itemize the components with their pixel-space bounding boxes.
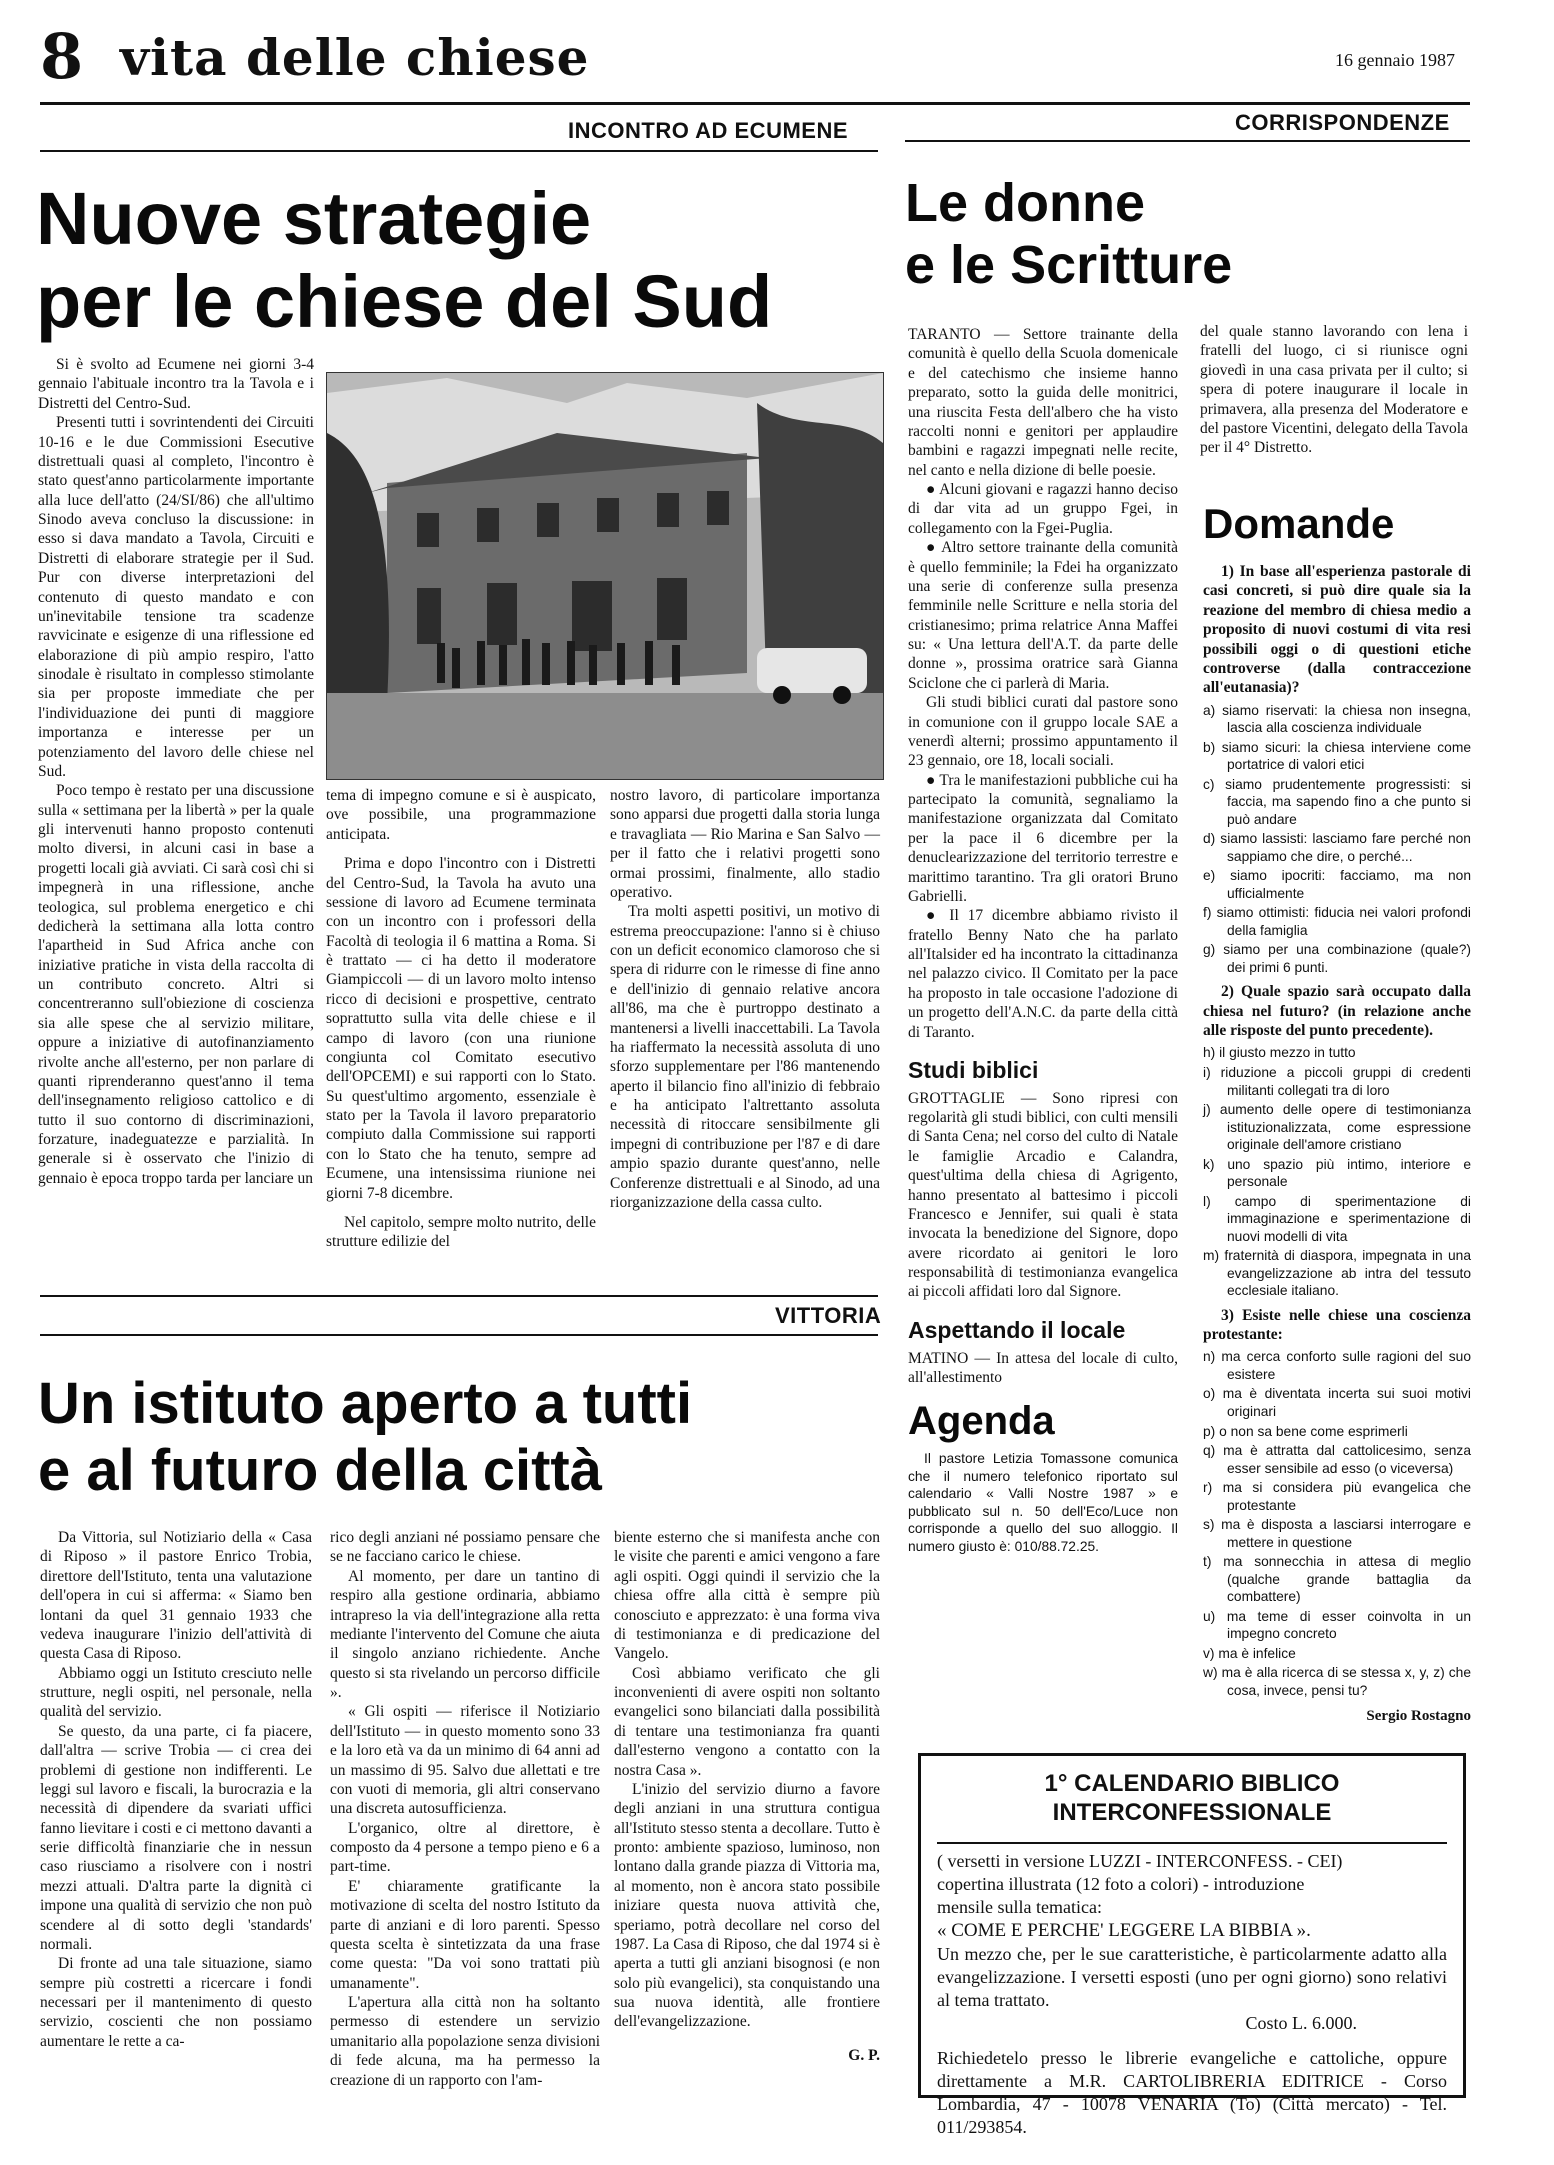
ad-line: copertina illustrata (12 foto a colori) - introduzione	[937, 1873, 1305, 1894]
list-item: e) siamo ipocriti: facciamo, ma non ufficialmente	[1203, 868, 1471, 901]
calendar-ad	[918, 1753, 1466, 2138]
paragraph: rico degli anziani né possiamo pensare che se ne facciano carico le chiese.	[330, 1529, 600, 1566]
answer-list	[1203, 1348, 1471, 1699]
ad-description: Un mezzo che, per le sue caratteristiche, è particolarmente adatto alla evangelizzazione. I versetti esposti (uno per ogni giorno) sono relativi al tema trattato.	[937, 1944, 1447, 2011]
paragraph: ● Il 17 dicembre abbiamo rivisto il fratello Benny Nato che ha parlato all'Italsider ed ha incontrato la cittadinanza nel palazzo civico. Il Comitato per la pace ha proposto in tale occasione l'adozione di un progetto dell'A.N.C. da parte della città di Taranto.	[908, 907, 1178, 1041]
paragraph: Il pastore Letizia Tomassone comunica che il numero telefonico riportato sul calendario « Valli Nostre 1987 » e pubblicato sul n. 50 dell'Eco/Luce non corrisponde a quello del suo alloggio. Il numero giusto è: 010/88.72.25.	[908, 1451, 1178, 1554]
paragraph: Poco tempo è restato per una discussione sulla « settimana per la libertà » per la quale gli intervenuti hanno proposto contenuti molto diversi, in alcuni casi in base a progetti locali già avviati. Ci sarà così chi si impegnerà in una riflessione, anche teologica, sul problema energetico e chi dedicherà la settimana alla lotta contro l'apartheid in Sud Africa anche con iniziative pratiche in vista della raccolta di un contributo concreto. Altri si concentreranno sull'obiezione di coscienza sia alle spese che al servizio militare, oppure a iniziative di autofinanziamento rivolte anche all'esterno, per non parlare di quanti riprenderanno quest'anno il tema dell'insegnamento religioso cattolico e di tutto il suo contorno di discriminazioni, forzature, inadeguatezze e parzialità. In generale si è osservato che l'inizio di gennaio è epoca troppo tarda per lanciare un	[38, 782, 314, 1187]
header-rule	[40, 102, 1470, 105]
question: 3) Esiste nelle chiese una coscienza protestante:	[1203, 1306, 1471, 1344]
aspettando-title: Aspettando il locale	[908, 1316, 1126, 1343]
vittoria-headline	[38, 1370, 888, 1505]
vittoria-col2	[330, 1528, 600, 2090]
page-number: 8	[40, 20, 84, 93]
ad-line: mensile sulla tematica:	[937, 1896, 1102, 1917]
kicker-vittoria: VITTORIA	[775, 1303, 882, 1328]
paragraph: Così abbiamo verificato che gli inconvenienti di avere ospiti non soltanto evangelici sono bilanciati dalla possibilità di tentare una testimonianza fra quanti dall'esterno vengono a contatto con la nostra Casa ».	[614, 1664, 880, 1779]
question: 2) Quale spazio sarà occupato dalla chiesa nel futuro? (in relazione anche alle risposte del punto precedente).	[1203, 983, 1471, 1040]
paragraph: tema di impegno comune e si è auspicato, ove possibile, una programmazione anticipata.	[326, 787, 596, 843]
paragraph: Abbiamo oggi un Istituto cresciuto nelle strutture, negli ospiti, nel personale, nella qualità del servizio.	[40, 1664, 312, 1721]
kicker-rule	[40, 1334, 878, 1336]
list-item: w) ma è alla ricerca di se stessa x, y, z) che cosa, invece, pensi tu?	[1203, 1665, 1471, 1698]
list-item: n) ma cerca conforto sulle ragioni del suo esistere	[1203, 1349, 1471, 1382]
answer-list	[1203, 1044, 1471, 1299]
paragraph: Prima e dopo l'incontro con i Distretti del Centro-Sud, la Tavola ha avuto una sessione di lavoro ad Ecumene terminata con un incontro con i professori della Facoltà di teologia il 6 mattina a Roma. Si è trattato — ci ha detto il moderatore Giampiccoli — di un lavoro molto intenso ricco di decisioni e prospettive, centrato soprattutto sulla vita delle chiese e il campo di lavoro (con una riunione congiunta col Comitato esecutivo dell'OPCEMI) e sui rapporti con lo Stato. Su quest'ultimo argomento, essenziale è stato per la Tavola il lavoro preparatorio compiuto dalla Commissione sui rapporti con lo Stato che ha tenuto, sempre ad Ecumene, una intensissima riunione nei giorni 7-8 dicembre.	[326, 855, 596, 1202]
paragraph: nostro lavoro, di particolare importanza sono apparsi due progetti dalla storia lunga e travagliata — Rio Marina e San Salvo — per il fatto che i relativi progetti sono ormai prossimi, finalmente, allo stadio operativo.	[610, 787, 880, 901]
domande-column	[1203, 562, 1471, 1726]
vittoria-col1	[40, 1528, 312, 2051]
list-item: m) fraternità di diaspora, impegnata in una evangelizzazione ab intra del tessuto ecclesiale italiano.	[1203, 1248, 1471, 1299]
ad-theme: « COME E PERCHE' LEGGERE LA BIBBIA ».	[937, 1919, 1311, 1941]
church-building-photo	[326, 372, 884, 780]
list-item: c) siamo prudentemente progressisti: si faccia, ma sapendo fino a che punto si può andare	[1203, 776, 1471, 827]
ad-title-line: INTERCONFESSIONALE	[1052, 1798, 1332, 1826]
list-item: p) o non sa bene come esprimerli	[1203, 1423, 1408, 1439]
paragraph: biente esterno che si manifesta anche con le visite che parenti e amici vengono a fare agli ospiti. Oggi quindi il servizio che la chiesa offre alla città è sempre più conosciuto e apprezzato: è una forma viva di testimonianza e di predicazione del Vangelo.	[614, 1529, 880, 1663]
list-item: s) ma è disposta a lasciarsi interrogare e mettere in questione	[1203, 1517, 1471, 1550]
section-title: vita delle chiese	[120, 28, 590, 87]
paragraph: Se questo, da una parte, ci fa piacere, dall'altra — scrive Trobia — ci crea dei problemi di gestione non indifferenti. Le leggi sul lavoro e fiscali, la burocrazia e la necessità di dipendere da svariati uffici fanno lievitare i costi e ci mettono davanti a serie difficoltà finanziarie che in nessun caso riusciamo a risolvere con i nostri mezzi attuali. D'altra parte la dignità ci impone una qualità di servizio che non può scendere al di sotto degli 'standards' normali.	[40, 1722, 313, 1953]
list-item: f) siamo ottimisti: fiducia nei valori profondi della famiglia	[1203, 905, 1471, 938]
signature: G. P.	[848, 2046, 880, 2064]
matino-continuation	[1200, 322, 1468, 458]
ad-title	[937, 1770, 1447, 1828]
headline-line: e al futuro della città	[38, 1438, 602, 1504]
agenda-title: Agenda	[908, 1399, 1055, 1444]
headline-line: per le chiese del Sud	[36, 259, 773, 343]
ad-body	[937, 1850, 1447, 2140]
paragraph: Tra molti aspetti positivi, un motivo di estrema preoccupazione: l'anno si è chiuso con un deficit economico clamoroso che si spera di ridurre con le rimesse di fine anno e dell'inizio di gennaio relative ancora all'86, ma che è purtroppo destinato a mantenersi a livelli inaccettabili. La Tavola ha riaffermato la necessità assoluta di uno sforzo supplementare per l'86 mantenendo aperto il bilancio fino all'inizio di febbraio e ha anticipato l'altrettanto assoluta necessità di ritoccare sensibilmente gli impegni di contribuzione per l'87 e di dare ampio spazio durante quest'anno, nelle Conferenze distrettuali e al Sinodo, ad una riorganizzazione della cassa culto.	[610, 903, 880, 1211]
paragraph: Nel capitolo, sempre molto nutrito, delle strutture edilizie del	[326, 1213, 596, 1251]
kicker-corrispondenze: CORRISPONDENZE	[1235, 110, 1450, 135]
main-headline	[36, 178, 886, 344]
headline-line: Le donne	[905, 173, 1145, 233]
list-item: g) siamo per una combinazione (quale?) dei primi 6 punti.	[1203, 942, 1471, 975]
list-item: u) ma teme di esser coinvolta in un impegno concreto	[1203, 1608, 1471, 1642]
list-item: i) riduzione a piccoli gruppi di credenti militanti collegati tra di loro	[1203, 1065, 1471, 1098]
paragraph: Gli studi biblici curati dal pastore sono in comunione con il gruppo locale SAE a venerdì alterni; prossimo appuntamento il 23 gennaio, ore 18, locali sociali.	[908, 694, 1178, 770]
list-item: d) siamo lassisti: lasciamo fare perché non sappiamo che dire, o perché...	[1203, 831, 1471, 864]
paragraph: del quale stanno lavorando con lena i fratelli del luogo, ci si riunisce ogni giovedì in una casa privata per il culto; si spera di potere inaugurare il locale in primavera, alla presenza del Moderatore e del pastore Vicentini, delegato della Tavola per il 4° Distretto.	[1200, 323, 1468, 457]
paragraph: ● Alcuni giovani e ragazzi hanno deciso di dar vita ad un gruppo Fgei, in collegamento con la Fgei-Puglia.	[908, 481, 1178, 537]
list-item: l) campo di sperimentazione di immaginazione e sperimentazione di nuovi modelli di vita	[1203, 1193, 1471, 1244]
list-item: k) uno spazio più intimo, interiore e personale	[1203, 1156, 1471, 1190]
ad-price: Costo L. 6.000.	[1245, 2013, 1357, 2034]
studi-biblici-title: Studi biblici	[908, 1056, 1039, 1083]
photo-illustration	[327, 373, 883, 779]
paragraph: L'inizio del servizio diurno a favore degli anziani in una struttura contigua all'Istituto stesso stenta a decollare. Tutto è pronto: ambiente spazioso, luminoso, non lontano dalla grande piazza di Vittoria ma, al momento, non è ancora stato possibile iniziare questa nuova attività che, speriamo, potrà decollare nel corso del 1987. La Casa di Riposo, che dal 1974 si è aperta a tutti gli anziani bisognosi (e non solo più evangelici), sta conquistando una sua nuova identità, alle frontiere dell'evangelizzazione.	[614, 1780, 880, 2031]
domande-title: Domande	[1203, 500, 1395, 547]
headline-line: Un istituto aperto a tutti	[38, 1371, 693, 1436]
paragraph: GROTTAGLIE — Sono ripresi con regolarità gli studi biblici, con culti mensili di Santa Cena; nel corso del culto di Natale le famiglie Arcadio e Calandra, quest'ultima della chiesa di Agrigento, hanno presentato al battesimo i piccoli Francesco e Jennifer, sui quali è stata invocata la benedizione del Signore, dopo avere ricordato ai genitori le loro responsabilità di testimonianza evangelica ai piccoli affidati loro dal Signore.	[908, 1089, 1178, 1301]
paragraph: Si è svolto ad Ecumene nei giorni 3-4 gennaio l'abituale incontro tra la Tavola e i Distretti del Centro-Sud.	[38, 356, 314, 412]
paragraph: ● Altro settore trainante della comunità è quello femminile; la Fdei ha organizzato una serie di conferenze sulla presenza femminile nelle Scritture e nella storia del cristianesimo; prima relatrice Anna Maffei su: « Una lettura dell'A.T. da parte delle donne », prossima oratrice sarà Gianna Sciclone che ci parlerà di Maria.	[908, 539, 1178, 692]
paragraph: TARANTO — Settore trainante della comunità è quello della Scuola domenicale e del catechismo che insieme hanno preparato, sotto la guida delle monitrici, una riuscita Festa dell'albero che ha visto raccolti nonni e genitori per applaudire bambini e ragazzi impegnati nelle recite, nel canto e nella dizione di belle poesie.	[908, 326, 1178, 479]
ad-title-line: 1° CALENDARIO BIBLICO	[1044, 1770, 1340, 1797]
answer-list	[1203, 702, 1471, 977]
paragraph: MATINO — In attesa del locale di culto, all'allestimento	[908, 1349, 1178, 1386]
headline-line: e le Scritture	[905, 235, 1233, 296]
paragraph: Al momento, per dare un tantino di respiro alla gestione ordinaria, abbiamo intrapreso la via dell'integrazione alla retta mediante l'intervento del Comune che aiuta il singolo anziano richiedente. Anche questo si sta rivelando un percorso difficile ».	[330, 1567, 600, 1701]
list-item: a) siamo riservati: la chiesa non insegna, lascia alla coscienza individuale	[1203, 702, 1471, 736]
issue-date: 16 gennaio 1987	[1335, 50, 1455, 70]
paragraph: « Gli ospiti — riferisce il Notiziario dell'Istituto — in questo momento sono 33 e la loro età va da un minimo di 64 anni ad un massimo di 95. Salvo due allettati e tre con vuoti di memoria, gli altri conservano una discreta autosufficienza.	[330, 1703, 600, 1818]
main-article-col3	[610, 786, 880, 1212]
list-item: v) ma è infelice	[1203, 1645, 1296, 1661]
headline-line: Nuove strategie	[36, 177, 592, 260]
vittoria-col3	[614, 1528, 880, 2065]
list-item: r) ma si considera più evangelica che protestante	[1203, 1480, 1471, 1513]
question: 1) In base all'esperienza pastorale di casi concreti, si può dire quale sia la reazione del membro di chiesa medio a proposito di nuovi costumi di vita resi possibili oggi o di questioni etiche controverse (dalla contraccezione all'eutanasia)?	[1203, 563, 1471, 697]
paragraph: Presenti tutti i sovrintendenti dei Circuiti 10-16 e le due Commissioni Esecutive distrettuali quasi al completo, l'incontro è stato quest'anno particolarmente importante alla luce dell'atto (24/SI/86) che all'ultimo Sinodo aveva concluso la discussione: in esso si dava mandato a Tavola, Circuiti e Distretti di elaborare strategie per il Sud. Pur con diverse interpretazioni del contenuto di questo mandato e con un'inevitabile tensione tra scadenze ravvicinate e esigenze di una riflessione ed elaborazione di più ampio respiro, l'atto sinodale è risultato in complesso stimolante sia per proposte immediate che per l'individuazione dei punti di maggiore importanza e interesse per un potenziamento del lavoro delle chiese nel Sud.	[38, 414, 314, 780]
taranto-column	[908, 325, 1178, 1555]
paragraph: Di fronte ad una tale situazione, siamo sempre più costretti a ricercare i fondi necessari per il mantenimento di questo servizio, coscienti che non possiamo aumentare le rette a ca-	[40, 1955, 312, 2050]
list-item: o) ma è diventata incerta sui suoi motivi originari	[1203, 1386, 1471, 1419]
main-article-col2	[326, 786, 596, 1252]
kicker-rule	[905, 140, 1470, 142]
list-item: j) aumento delle opere di testimonianza istituzionalizzata, come espressione originale dell'amore cristiano	[1203, 1102, 1471, 1153]
kicker-main: INCONTRO AD ECUMENE	[568, 118, 849, 143]
list-item: t) ma sonnecchia in attesa di meglio (qualche grande battaglia da combattere)	[1203, 1554, 1471, 1605]
paragraph: L'organico, oltre al direttore, è composto da 4 persone a tempo pieno e 6 a part-time.	[330, 1819, 600, 1876]
corrispondenze-headline	[905, 172, 1465, 296]
list-item: b) siamo sicuri: la chiesa interviene come portatrice di valori etici	[1203, 739, 1471, 773]
ad-contact: Richiedetelo presso le librerie evangeliche e cattoliche, oppure direttamente a M.R. CARTOLIBRERIA EDITRICE - Corso Lombardia, 47 - 10078 VENARIA (To) (Città mercato) - Tel. 011/293854.	[937, 2048, 1447, 2138]
section-rule	[40, 1295, 878, 1297]
paragraph: ● Tra le manifestazioni pubbliche cui ha partecipato la comunità, segnaliamo la manifestazione organizzata dal Comitato per la pace il 6 dicembre per la denuclearizzazione del territorio terrestre e marittimo tarantino. Tra gli oratori Bruno Gabrielli.	[908, 771, 1178, 905]
list-item: q) ma è attratta dal cattolicesimo, senza esser sensibile ad esso (o viceversa)	[1203, 1443, 1471, 1476]
list-item: h) il giusto mezzo in tutto	[1203, 1045, 1356, 1061]
signature: Sergio Rostagno	[1366, 1708, 1471, 1725]
ad-rule	[937, 1842, 1447, 1844]
paragraph: E' chiaramente gratificante la motivazione di scelta del nostro Istituto da parte di anziani e di loro parenti. Spesso questa scelta è sintetizzata da una frase come questa: "Da voi sono trattati più umanamente".	[330, 1877, 600, 1992]
paragraph: L'apertura alla città non ha soltanto permesso di estendere un servizio umanitario alla popolazione senza divisioni di fede alcuna, ma ha permesso la creazione di un rapporto con l'am-	[330, 1994, 600, 2089]
main-article-col1	[38, 355, 314, 1188]
ad-line: ( versetti in versione LUZZI - INTERCONFESS. - CEI)	[937, 1850, 1343, 1871]
kicker-rule	[40, 150, 878, 152]
paragraph: Da Vittoria, sul Notiziario della « Casa di Riposo » il pastore Enrico Trobia, direttore dell'Istituto, tenta una valutazione dell'opera in cui si afferma: « Siamo ben lontani da quel 31 gennaio 1933 che vedeva inaugurare l'inizio dell'attività di questa Casa di Riposo.	[40, 1529, 312, 1663]
